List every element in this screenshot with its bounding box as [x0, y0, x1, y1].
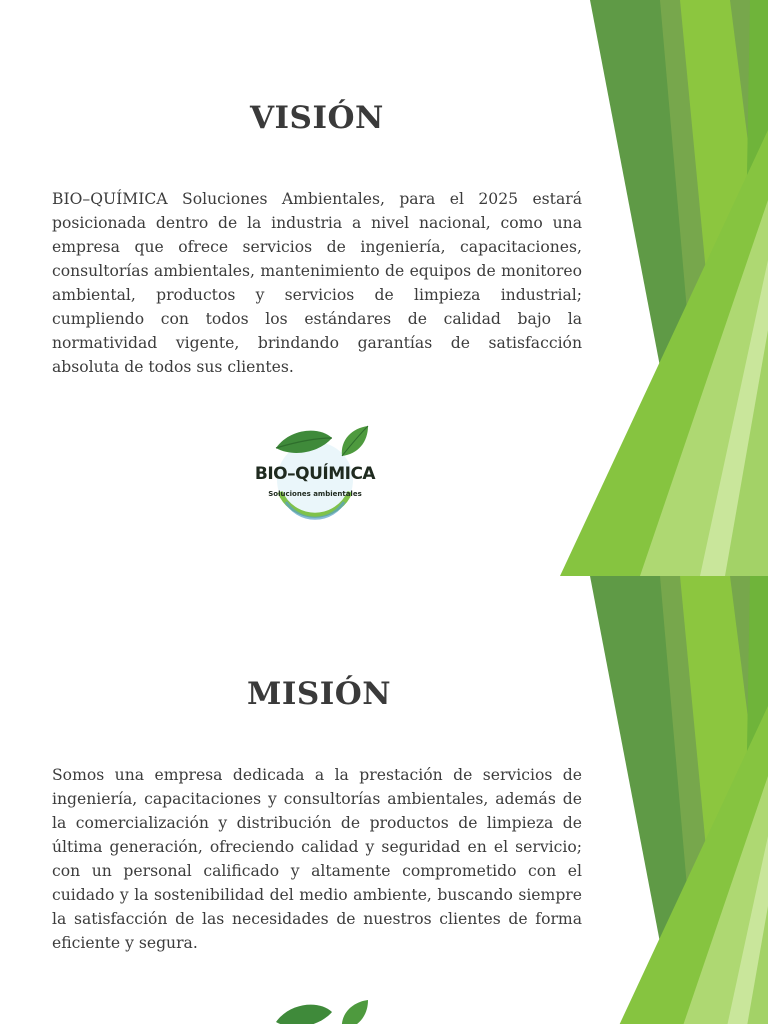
company-logo-partial — [270, 996, 380, 1024]
vision-title: VISIÓN — [250, 100, 384, 136]
company-logo — [250, 420, 380, 520]
slide-mission — [0, 576, 768, 1024]
leaf-logo-icon — [270, 996, 380, 1024]
logo-subtitle: Soluciones ambientales — [268, 490, 362, 498]
logo-title: BIO–QUÍMICA — [254, 464, 376, 484]
mission-body: Somos una empresa dedicada a la prestación de servicios de ingeniería, capacitaciones y consultorías ambientales, además de la comercialización y distribución de productos de limpieza de última generación, ofreciendo calidad y seguridad en el servicio; con un personal calificado y altamente comprometido con el cuidado y la sostenibilidad del medio ambiente, buscando siempre la satisfacción de las necesidades de nuestros clientes de forma eficiente y segura. — [52, 766, 582, 952]
mission-title: MISIÓN — [247, 676, 392, 712]
vision-body: BIO–QUÍMICA Soluciones Ambientales, para el 2025 estará posicionada dentro de la industria a nivel nacional, como una empresa que ofrece servicios de ingeniería, capacitaciones, consultorías ambientales, mantenimiento de equipos de monitoreo ambiental, productos y servicios de limpieza industrial; cumpliendo con todos los estándares de calidad bajo la normatividad vigente, brindando garantías de satisfacción absoluta de todos sus clientes. — [52, 190, 582, 376]
